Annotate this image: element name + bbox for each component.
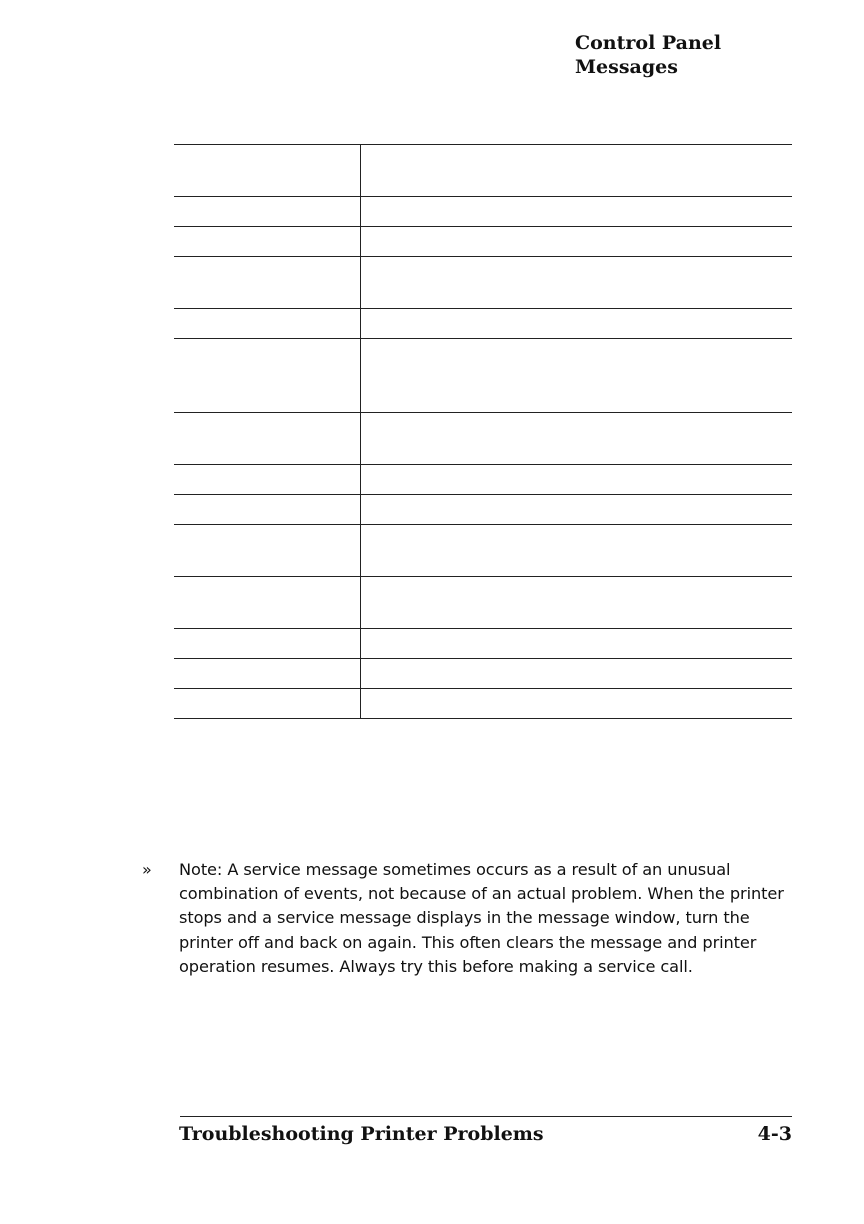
message-cell	[174, 309, 361, 339]
section-heading-line-1: Control Panel	[575, 32, 722, 54]
message-cell	[174, 257, 361, 309]
message-cell	[174, 197, 361, 227]
message-cell	[174, 339, 361, 413]
footer-chapter-title: Troubleshooting Printer Problems	[179, 1123, 544, 1145]
table-row	[174, 525, 792, 577]
table-row	[174, 465, 792, 495]
message-cell	[174, 495, 361, 525]
description-cell	[361, 525, 793, 577]
section-heading-line-2: Messages	[575, 56, 678, 78]
table-row	[174, 689, 792, 719]
table-row	[174, 145, 792, 197]
message-cell	[174, 577, 361, 629]
description-cell	[361, 689, 793, 719]
footer-divider	[180, 1116, 792, 1117]
description-cell	[361, 629, 793, 659]
table-row	[174, 339, 792, 413]
table-row	[174, 659, 792, 689]
message-cell	[174, 413, 361, 465]
message-cell	[174, 659, 361, 689]
section-heading	[575, 31, 775, 79]
message-cell	[174, 145, 361, 197]
description-cell	[361, 495, 793, 525]
table-row	[174, 197, 792, 227]
note-marker-icon: »	[142, 860, 152, 879]
description-cell	[361, 413, 793, 465]
table-row	[174, 257, 792, 309]
page-number: 4-3	[757, 1123, 792, 1145]
table-row	[174, 227, 792, 257]
table-row	[174, 309, 792, 339]
description-cell	[361, 659, 793, 689]
message-table	[174, 144, 792, 719]
description-cell	[361, 309, 793, 339]
message-cell	[174, 689, 361, 719]
table-row	[174, 495, 792, 525]
table-row	[174, 629, 792, 659]
message-cell	[174, 465, 361, 495]
description-cell	[361, 197, 793, 227]
message-cell	[174, 525, 361, 577]
description-cell	[361, 577, 793, 629]
message-cell	[174, 227, 361, 257]
description-cell	[361, 465, 793, 495]
description-cell	[361, 227, 793, 257]
table-row	[174, 577, 792, 629]
note-text: Note: A service message sometimes occurs as a result of an unusual combination of events, not because of an actual problem. When the printer stops and a service message displays in the message window, turn the printer off and back on again. This often clears the message and printer operation resumes. Always try this before making a service call.	[179, 860, 784, 976]
table-row	[174, 413, 792, 465]
description-cell	[361, 257, 793, 309]
description-cell	[361, 145, 793, 197]
description-cell	[361, 339, 793, 413]
message-cell	[174, 629, 361, 659]
